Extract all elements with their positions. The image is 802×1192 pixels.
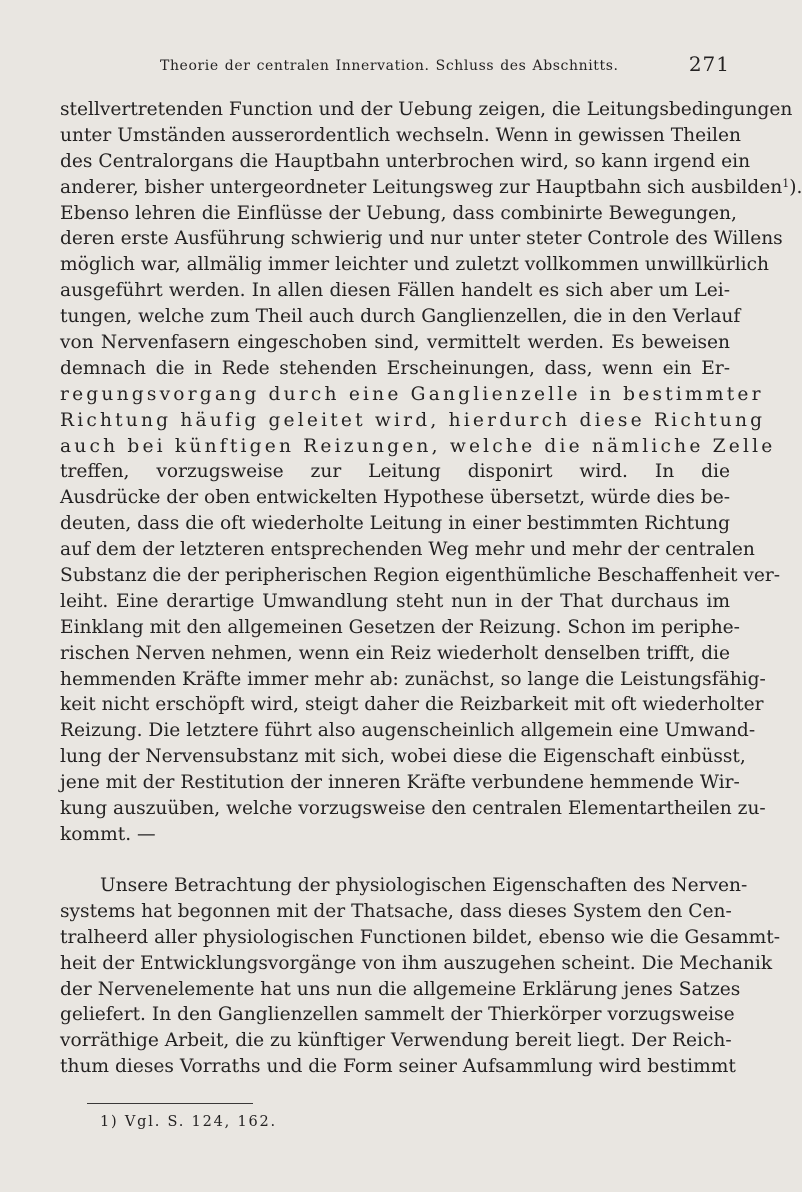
text-line: demnach die in Rede stehenden Erscheinungen, dass, wenn ein Er- (60, 357, 730, 379)
text-line: kung auszuüben, welche vorzugsweise den centralen Elementartheilen zu- (60, 798, 766, 820)
text-line: leiht. Eine derartige Umwandlung steht nun in der That durchaus im (60, 590, 730, 612)
page-header (60, 52, 732, 80)
text-line: hemmenden Kräfte immer mehr ab: zunächst, so lange die Leistungsfähig- (60, 668, 766, 690)
text-line: heit der Entwicklungsvorgänge von ihm auszugehen scheint. Die Mechanik (60, 952, 773, 974)
text-line: Ebenso lehren die Einflüsse der Uebung, dass combinirte Bewegungen, (60, 202, 737, 224)
footnote-marker: 1 (782, 176, 790, 190)
text-line: Einklang mit den allgemeinen Gesetzen der Reizung. Schon im periphe- (60, 616, 740, 638)
paragraph-2 (60, 873, 781, 1080)
page-number: 271 (688, 52, 730, 76)
text-line: rischen Nerven nehmen, wenn ein Reiz wiederholt denselben trifft, die (60, 642, 730, 664)
text-line: ausgeführt werden. In allen diesen Fällen handelt es sich aber um Lei- (60, 280, 730, 302)
text-line: kommt. — (60, 823, 156, 845)
footnote (100, 1114, 277, 1130)
text-line: möglich war, allmälig immer leichter und zuletzt vollkommen unwillkürlich (60, 254, 770, 276)
text-line: auf dem der letzteren entsprechenden Weg mehr und mehr der centralen (60, 539, 755, 561)
text-line: systems hat begonnen mit der Thatsache, dass dieses System den Cen- (60, 900, 732, 922)
footnote-text: Vgl. S. 124, 162. (124, 1114, 277, 1130)
text-line: jene mit der Restitution der inneren Kräfte verbundene hemmende Wir- (60, 772, 740, 794)
text-line: der Nervenelemente hat uns nun die allgemeine Erklärung jenes Satzes (60, 978, 741, 1000)
text-segment: anderer, bisher untergeordneter Leitungsweg zur Hauptbahn sich ausbilden (60, 176, 783, 198)
text-line: von Nervenfasern eingeschoben sind, vermittelt werden. Es beweisen (60, 332, 730, 354)
text-line: tralheerd aller physiologischen Functionen bildet, ebenso wie die Gesammt- (60, 926, 781, 948)
paragraph-1 (60, 97, 802, 848)
footnote-number: 1) (100, 1114, 119, 1130)
text-line: Ausdrücke der oben entwickelten Hypothese übersetzt, würde dies be- (60, 487, 730, 509)
running-head: Theorie der centralen Innervation. Schluss des Abschnitts. (160, 58, 619, 74)
text-line: Reizung. Die letztere führt also augenscheinlich allgemein eine Umwand- (60, 720, 756, 742)
text-line: geliefert. In den Ganglienzellen sammelt der Thierkörper vorzugsweise (60, 1004, 735, 1026)
text-line: Unsere Betrachtung der physiologischen Eigenschaften des Nerven- (100, 875, 748, 896)
footnote-divider (87, 1103, 253, 1104)
text-line: des Centralorgans die Hauptbahn unterbrochen wird, so kann irgend ein (60, 150, 751, 172)
emphasized-line: Richtung häufig geleitet wird, hierdurch diese Richtung (60, 409, 766, 431)
emphasized-line: regungsvorgang durch eine Ganglienzelle in bestimmter (60, 383, 764, 405)
text-line: thum dieses Vorraths und die Form seiner Aufsammlung wird bestimmt (60, 1056, 736, 1078)
text-line: unter Umständen ausserordentlich wechseln. Wenn in gewissen Theilen (60, 124, 741, 146)
text-line: Substanz die der peripherischen Region eigenthümliche Beschaffenheit ver- (60, 565, 781, 587)
text-line: deren erste Ausführung schwierig und nur unter steter Controle des Willens (60, 228, 783, 250)
text-line: stellvertretenden Function und der Uebung zeigen, die Leitungsbedingungen (60, 99, 793, 120)
text-line: deuten, dass die oft wiederholte Leitung in einer bestimmten Richtung (60, 513, 730, 535)
text-line: vorräthige Arbeit, die zu künftiger Verwendung bereit liegt. Der Reich- (60, 1030, 732, 1052)
text-line: tungen, welche zum Theil auch durch Ganglienzellen, die in den Verlauf (60, 306, 741, 328)
text-line: keit nicht erschöpft wird, steigt daher die Reizbarkeit mit oft wiederholter (60, 694, 764, 716)
text-line-with-footnote (60, 175, 802, 201)
emphasized-line: auch bei künftigen Reizungen, welche die nämliche Zelle (60, 435, 776, 457)
sentence-end: . (796, 176, 802, 198)
closing-paren: ) (789, 176, 797, 198)
text-line: treffen, vorzugsweise zur Leitung disponirt wird. In die (60, 461, 730, 483)
text-line: lung der Nervensubstanz mit sich, wobei diese die Eigenschaft einbüsst, (60, 746, 746, 768)
